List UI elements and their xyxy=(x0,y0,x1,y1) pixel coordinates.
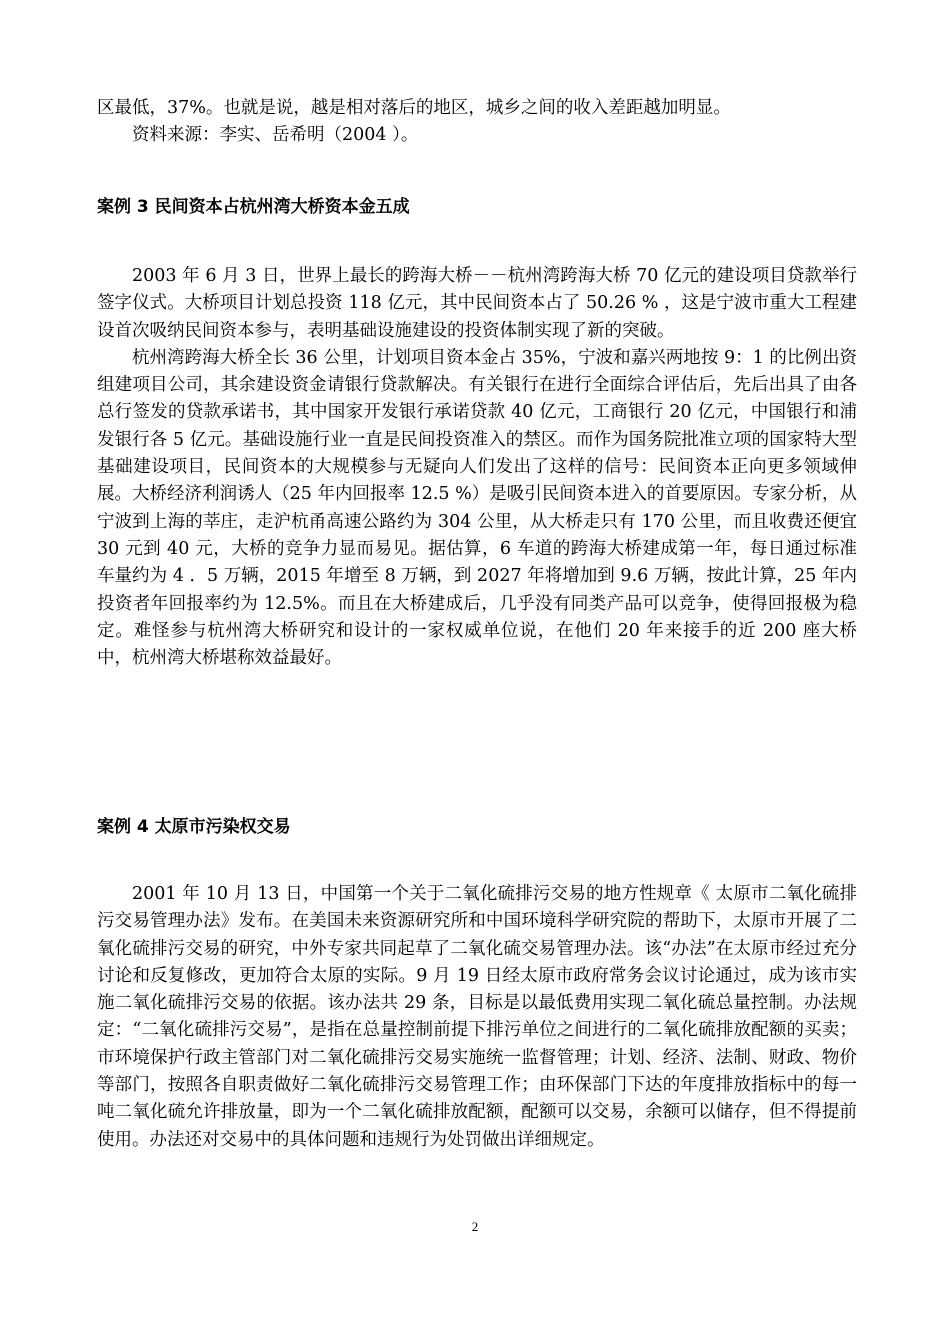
continuation-block xyxy=(97,95,857,150)
case3-body xyxy=(97,263,857,672)
case3-heading: 案例 3 民间资本占杭州湾大桥资本金五成 xyxy=(97,197,410,217)
case4-paragraph-1: 2001 年 10 月 13 日，中国第一个关于二氧化硫排污交易的地方性规章《 太原市二氧化硫排污交易管理办法》发布。在美国未来资源研究所和中国环境科学研究院的帮助下，太原市开展了二氧化硫排污交易的研究，中外专家共同起草了二氧化硫交易管理办法。该“办法”在太原市经过充分讨论和反复修改，更加符合太原的实际。9 月 19 日经太原市政府常务会议讨论通过，成为该市实施二氧化硫排污交易的依据。该办法共 29 条，目标是以最低费用实现二氧化硫总量控制。办法规定：“二氧化硫排污交易”，是指在总量控制前提下排污单位之间进行的二氧化硫排放配额的买卖；市环境保护行政主管部门对二氧化硫排污交易实施统一监督管理；计划、经济、法制、财政、物价等部门，按照各自职责做好二氧化硫排污交易管理工作；由环保部门下达的年度排放指标中的每一吨二氧化硫允许排放量，即为一个二氧化硫排放配额，配额可以交易，余额可以储存，但不得提前使用。办法还对交易中的具体问题和违规行为处罚做出详细规定。 xyxy=(97,884,857,1150)
case3-paragraph-2: 杭州湾跨海大桥全长 36 公里，计划项目资本金占 35%，宁波和嘉兴两地按 9：1 的比例出资组建项目公司，其余建设资金请银行贷款解决。有关银行在进行全面综合评估后，先后出具了由各总行签发的贷款承诺书，其中国家开发银行承诺贷款 40 亿元，工商银行 20 亿元，中国银行和浦发银行各 5 亿元。基础设施行业一直是民间投资准入的禁区。而作为国务院批准立项的国家特大型基础建设项目，民间资本的大规模参与无疑向人们发出了这样的信号：民间资本正向更多领域伸展。大桥经济利润诱人（25 年内回报率 12.5 %）是吸引民间资本进入的首要原因。专家分析，从宁波到上海的莘庄，走沪杭甬高速公路约为 304 公里，从大桥走只有 170 公里，而且收费还便宜 30 元到 40 元，大桥的竞争力显而易见。据估算，6 车道的跨海大桥建成第一年，每日通过标准车量约为 4 ．5 万辆，2015 年增至 8 万辆，到 2027 年将增加到 9.6 万辆，按此计算，25 年内投资者年回报率约为 12.5%。而且在大桥建成后，几乎没有同类产品可以竞争，使得回报极为稳定。难怪参与杭州湾大桥研究和设计的一家权威单位说，在他们 20 年来接手的近 200 座大桥中，杭州湾大桥堪称效益最好。 xyxy=(97,347,857,669)
page-number: 2 xyxy=(471,1219,479,1234)
case3-paragraph-1: 2003 年 6 月 3 日，世界上最长的跨海大桥－－杭州湾跨海大桥 70 亿元的建设项目贷款举行签字仪式。大桥项目计划总投资 118 亿元，其中民间资本占了 50.26 % ，这是宁波市重大工程建设首次吸纳民间资本参与，表明基础设施建设的投资体制实现了新的突破。 xyxy=(97,266,857,341)
source-citation: 资料来源：李实、岳希明（2004 ）。 xyxy=(132,125,419,146)
case4-body xyxy=(97,881,857,1154)
continuation-line: 区最低，37%。也就是说，越是相对落后的地区，城乡之间的收入差距越加明显。 xyxy=(97,98,731,118)
case4-heading: 案例 4 太原市污染权交易 xyxy=(97,817,291,837)
